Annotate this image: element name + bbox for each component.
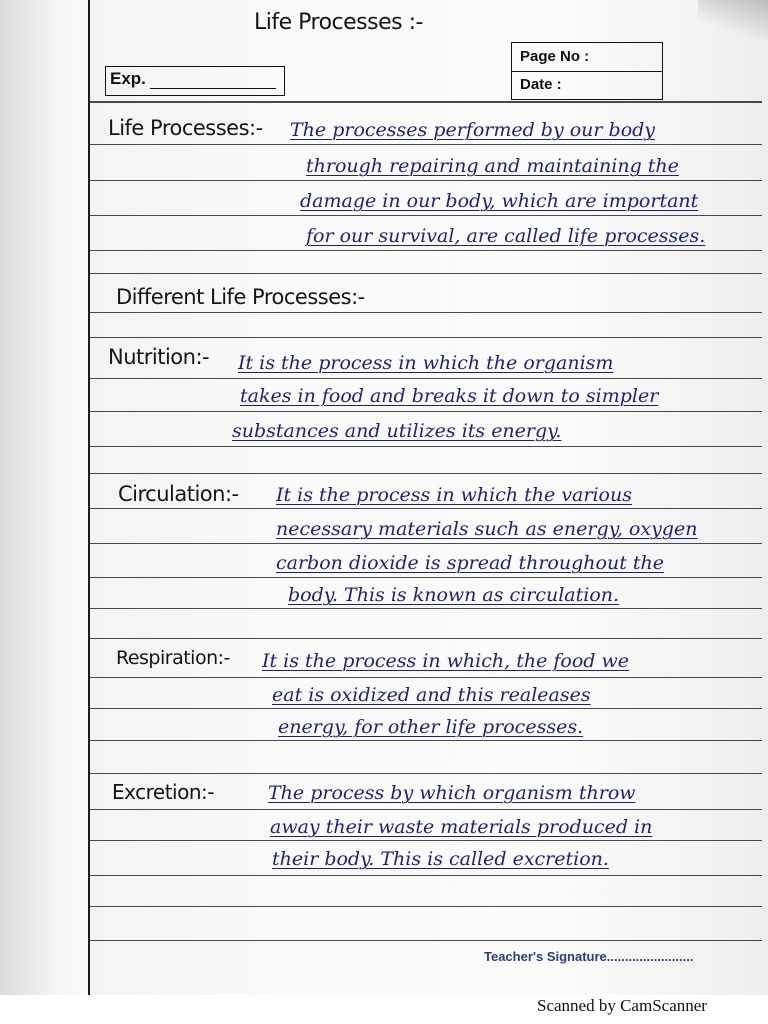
- section-line: carbon dioxide is spread throughout the: [276, 552, 664, 574]
- ruled-line: [90, 273, 762, 274]
- page-no-date-box: [511, 42, 663, 100]
- ruled-line: [90, 809, 762, 810]
- ruled-line: [90, 215, 762, 216]
- date-label: Date :: [520, 76, 562, 93]
- ruled-line: [90, 577, 762, 578]
- section-line: necessary materials such as energy, oxygen: [276, 518, 698, 540]
- ruled-line: [90, 608, 762, 609]
- ruled-line: [90, 638, 762, 639]
- corner-shadow: [698, 0, 768, 40]
- section-line: away their waste materials produced in: [270, 816, 653, 838]
- ruled-line: [90, 446, 762, 447]
- section-heading-nutrition: Nutrition:-: [108, 345, 210, 369]
- ruled-line: [90, 508, 762, 509]
- section-line: It is the process in which, the food we: [262, 650, 629, 672]
- exp-box: [105, 66, 285, 96]
- ruled-line: [90, 840, 762, 841]
- section-heading-circulation: Circulation:-: [118, 482, 239, 506]
- ruled-line: [90, 312, 762, 313]
- ruled-line: [90, 773, 762, 774]
- ruled-line: [90, 473, 762, 474]
- section-line: energy, for other life processes.: [278, 716, 584, 738]
- ruled-line: [90, 740, 762, 741]
- section-line: The processes performed by our body: [290, 119, 656, 141]
- page-box-divider: [512, 71, 662, 72]
- scanner-watermark: Scanned by CamScanner: [537, 996, 707, 1015]
- ruled-line: [90, 378, 762, 379]
- section-heading-respiration: Respiration:-: [116, 647, 230, 669]
- ruled-line: [90, 875, 762, 876]
- section-line: damage in our body, which are important: [300, 190, 699, 212]
- ruled-line: [90, 250, 762, 251]
- section-line: for our survival, are called life processes.: [306, 225, 706, 247]
- section-line: body. This is known as circulation.: [288, 584, 620, 606]
- section-line: eat is oxidized and this realeases: [272, 684, 591, 706]
- section-line: It is the process in which the organism: [238, 352, 614, 374]
- section-heading-excretion: Excretion:-: [112, 780, 214, 804]
- ruled-line: [90, 101, 762, 103]
- ruled-line: [90, 144, 762, 145]
- exp-label: Exp.: [110, 69, 146, 88]
- section-line: It is the process in which the various: [276, 484, 632, 506]
- ruled-line: [90, 543, 762, 544]
- ruled-line: [90, 337, 762, 338]
- margin-line: [88, 0, 90, 995]
- ruled-line: [90, 411, 762, 412]
- page-title: Life Processes :-: [254, 10, 423, 35]
- section-heading-life-processes: Life Processes:-: [108, 116, 263, 140]
- section-line: takes in food and breaks it down to simpler: [240, 385, 659, 407]
- section-line: their body. This is called excretion.: [272, 848, 609, 870]
- section-line: substances and utilizes its energy.: [232, 420, 562, 442]
- ruled-line: [90, 180, 762, 181]
- ruled-line: [90, 906, 762, 907]
- section-heading-different-life-processes: Different Life Processes:-: [116, 285, 365, 309]
- page-no-label: Page No :: [520, 48, 590, 65]
- ruled-line: [90, 708, 762, 709]
- section-line: The process by which organism throw: [268, 782, 636, 804]
- teacher-signature-label: Teacher's Signature........................: [484, 949, 694, 964]
- exp-blank-line: [150, 88, 276, 89]
- ruled-line: [90, 940, 762, 941]
- ruled-line: [90, 677, 762, 678]
- binding-shadow: [0, 0, 90, 995]
- section-line: through repairing and maintaining the: [306, 155, 679, 177]
